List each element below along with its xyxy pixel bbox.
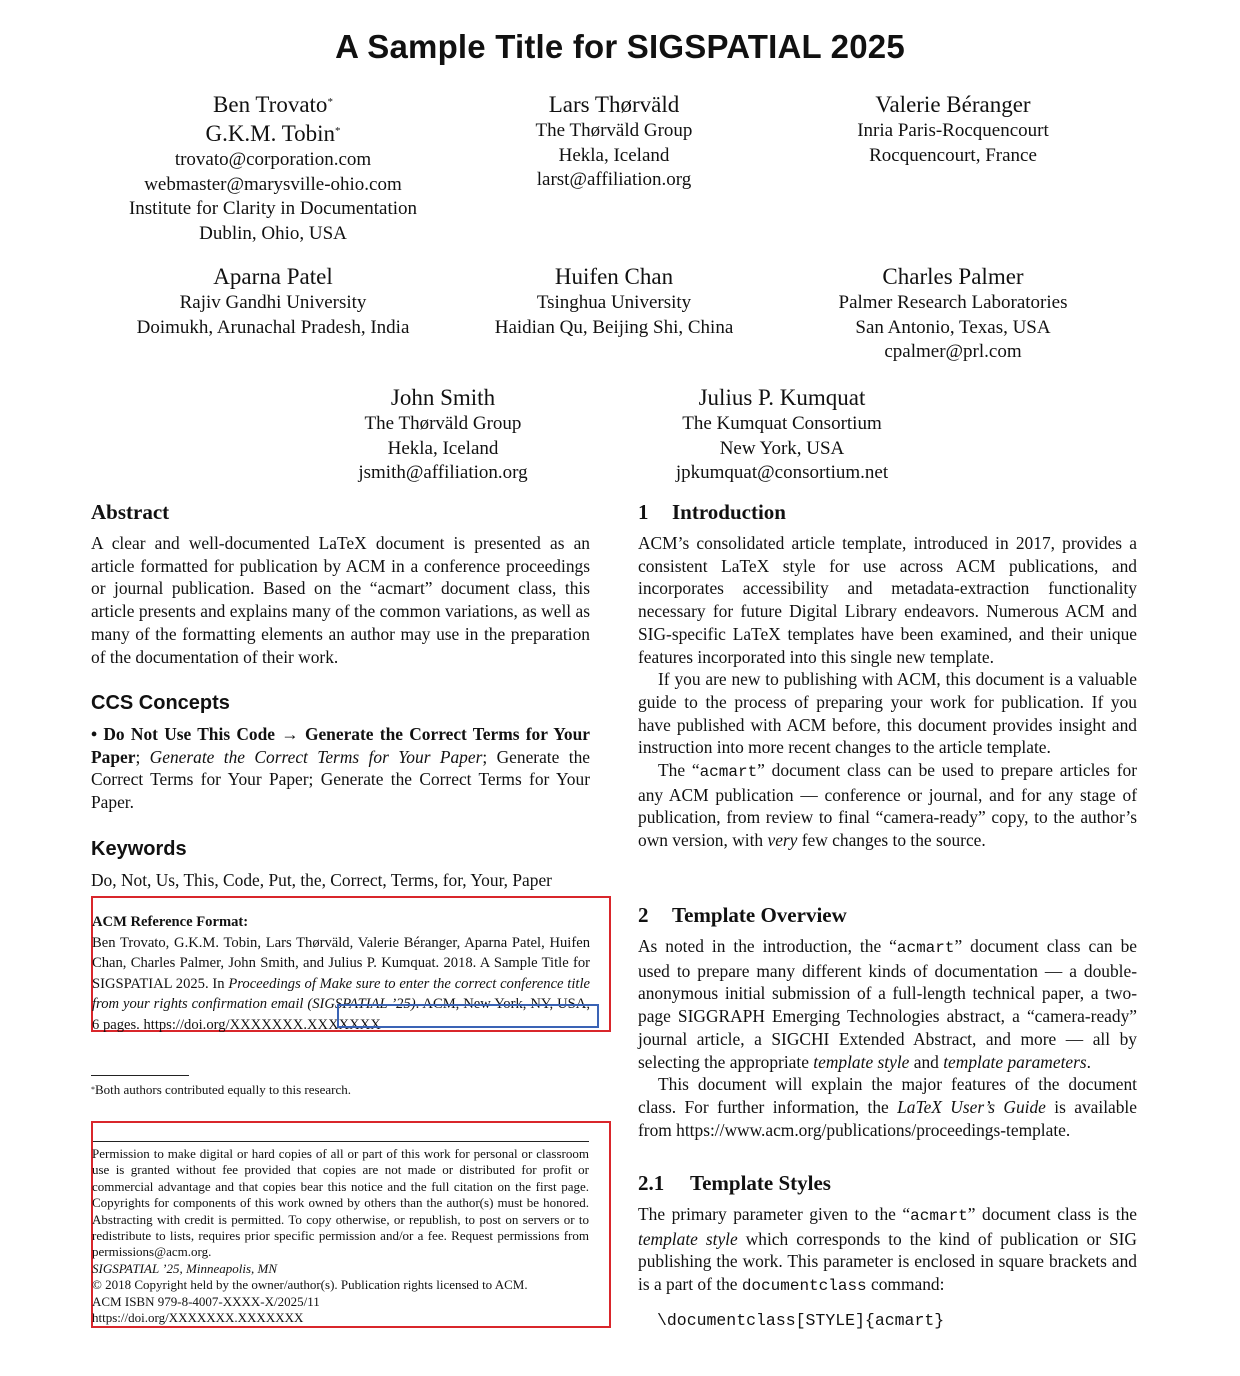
author-name: G.K.M. Tobin [205, 121, 336, 146]
author-affiliation: Rajiv Gandhi University [179, 292, 367, 313]
footnote-rule [91, 1075, 189, 1076]
author-name: Huifen Chan [554, 264, 674, 289]
reference-heading: ACM Reference Format: [92, 914, 249, 930]
abstract-heading: Abstract [91, 500, 170, 524]
doi-link[interactable]: https://doi.org/XXXXXXX.XXXXXXX [143, 1016, 381, 1033]
author-affiliation: The Kumquat Consortium [682, 413, 882, 434]
author-affiliation: Tsinghua University [536, 292, 692, 313]
ccs-heading: CCS Concepts [91, 692, 230, 714]
isbn-line: ACM ISBN 979-8-4007-XXXX-X/2025/11 [92, 1293, 320, 1309]
footnote-mark: * [327, 96, 333, 108]
footnote-mark: * [335, 125, 341, 137]
template-styles-text: The primary parameter given to the “acmart” document class is the template style which corresponds to the kind of publication or SIG publishing the work. This parameter is enclosed in square brackets and is a part of the documentclass command: [638, 1204, 1137, 1296]
author-email: webmaster@marysville-ohio.com [144, 173, 402, 195]
author-block-palmer [800, 262, 1106, 365]
author-block-trovato-tobin [92, 90, 454, 246]
author-affiliation: Institute for Clarity in Documentation [128, 198, 418, 219]
author-affiliation: Palmer Research Laboratories [838, 292, 1068, 313]
author-email: larst@affiliation.org [536, 169, 692, 190]
permission-text: Permission to make digital or hard copies of all or part of this work for personal or classroom use is granted without fee provided that copies are not made or distributed for profit or commercial advantage and that copies bear this notice and the full citation on the first page. Copyrights for components of this work owned by others than the author(s) must be honored. Abstracting with credit is permitted. To copy otherwise, or republish, to post on servers or to redistribute to lists, requires prior specific permission and/or a fee. Request permissions from permissions@acm.org. [92, 1146, 589, 1260]
author-location: Hekla, Iceland [387, 437, 499, 459]
author-block-patel [92, 262, 454, 340]
author-block-thorvald [464, 90, 764, 193]
author-affiliation: The Thørväld Group [535, 120, 693, 141]
author-email: jpkumquat@consortium.net [675, 462, 889, 483]
reference-format: ACM Reference Format: Ben Trovato, G.K.M. Tobin, Lars Thørväld, Valerie Béranger, Aparna Patel, Huifen Chan, Charles Palmer, John Smith, and Julius P. Kumquat. 2018. A Sample Title for SIGSPATIAL 2025. In Proceedings of Make sure to enter the correct conference title from your rights confirmation email (SIGSPATIAL ’25). ACM, New York, NY, USA, 6 pages. https://doi.org/XXXXXXX.XXXXXXX [92, 914, 591, 1033]
latex-logo: LaTeX [732, 623, 781, 644]
author-name: Valerie Béranger [875, 92, 1031, 117]
author-location: Dublin, Ohio, USA [199, 222, 347, 244]
keywords-heading: Keywords [91, 838, 187, 860]
doi-link-box [337, 1004, 599, 1028]
author-name: Ben Trovato [213, 92, 328, 117]
ccs-text: • Do Not Use This Code → Generate the Correct Terms for Your Paper; Generate the Correct Terms for Your Paper; Generate the Correct Terms for Your Paper; Generate the Correct Terms for Your Paper. [91, 724, 590, 813]
author-location: Haidian Qu, Beijing Shi, China [494, 316, 734, 338]
author-block-smith [313, 383, 573, 486]
author-location: San Antonio, Texas, USA [855, 316, 1051, 338]
venue-line: SIGSPATIAL ’25, Minneapolis, MN [92, 1260, 278, 1276]
section-heading-template-overview: 2 Template Overview [638, 903, 847, 927]
author-location: Hekla, Iceland [558, 144, 670, 166]
author-name: John Smith [390, 385, 496, 410]
author-email: trovato@corporation.com [174, 149, 372, 170]
paper-title: A Sample Title for SIGSPATIAL 2025 [335, 28, 905, 65]
code-example: \documentclass[STYLE]{acmart} [657, 1311, 945, 1330]
author-name: Lars Thørväld [548, 92, 680, 117]
author-location: Rocquencourt, France [869, 144, 1037, 166]
section-heading-template-styles: 2.1 Template Styles [638, 1171, 831, 1195]
author-affiliation: The Thørväld Group [364, 413, 522, 434]
keywords-text: Do, Not, Us, This, Code, Put, the, Correct, Terms, for, Your, Paper [91, 870, 552, 890]
latex-logo: LaTeX [721, 555, 770, 576]
author-affiliation: Inria Paris-Rocquencourt [857, 120, 1049, 141]
author-email: jsmith@affiliation.org [358, 462, 528, 483]
author-location: New York, USA [719, 437, 845, 459]
author-block-kumquat [642, 383, 922, 486]
author-name: Julius P. Kumquat [698, 385, 866, 410]
abstract-text: A clear and well-documented LaTeX document is presented as an article formatted for publication by ACM in a conference proceedings or journal publication. Based on the “acmart” document class, this article presents and explains many of the common variations, as well as many of the formatting elements an author may use in the preparation of the documentation of their work. [91, 533, 590, 667]
footnote: *Both authors contributed equally to this research. [91, 1082, 351, 1097]
permission-rule [93, 1141, 589, 1142]
latex-logo: LaTeX [318, 533, 367, 553]
author-email: cpalmer@prl.com [884, 341, 1022, 362]
author-name: Aparna Patel [213, 264, 333, 289]
author-block-chan [464, 262, 764, 340]
author-location: Doimukh, Arunachal Pradesh, India [136, 316, 410, 338]
section-heading-introduction: 1 Introduction [638, 500, 786, 524]
copyright-line: © 2018 Copyright held by the owner/author(s). Publication rights licensed to ACM. [92, 1277, 528, 1293]
template-overview-text: As noted in the introduction, the “acmart” document class can be used to prepare many different kinds of documentation — a double-anonymous initial submission of a full-length technical paper, a two-page SIGGRAPH Emerging Technologies abstract, a “camera-ready” journal article, a SIGCHI Extended Abstract, and more — all by selecting the appropriate template style and template parameters. This document will explain the major features of the document class. For further information, the LaTeX User’s Guide is available from https://www.acm.org/publications/proceedings-template. [638, 936, 1137, 1140]
author-name: Charles Palmer [882, 264, 1024, 289]
introduction-text: ACM’s consolidated article template, introduced in 2017, provides a consistent LaTeX style for use across ACM publications, and incorporates accessibility and metadata-extraction functionality necessary for future Digital Library endeavors. Numerous ACM and SIG-specific LaTeX templates have been examined, and their unique features incorporated into this single new template. If you are new to publishing with ACM, this document is a valuable guide to the process of preparing your work for publication. If you have published with ACM before, this document provides insight and instruction into more recent changes to the article template. The “acmart” document class can be used to prepare articles for any ACM publication — conference or journal, and for any stage of publication, from review to final “camera-ready” copy, to the author’s own version, with very few changes to the source. [638, 533, 1137, 851]
permission-block [92, 1146, 589, 1326]
author-block-beranger [800, 90, 1106, 168]
permission-doi-link[interactable]: https://doi.org/XXXXXXX.XXXXXXX [92, 1310, 304, 1326]
